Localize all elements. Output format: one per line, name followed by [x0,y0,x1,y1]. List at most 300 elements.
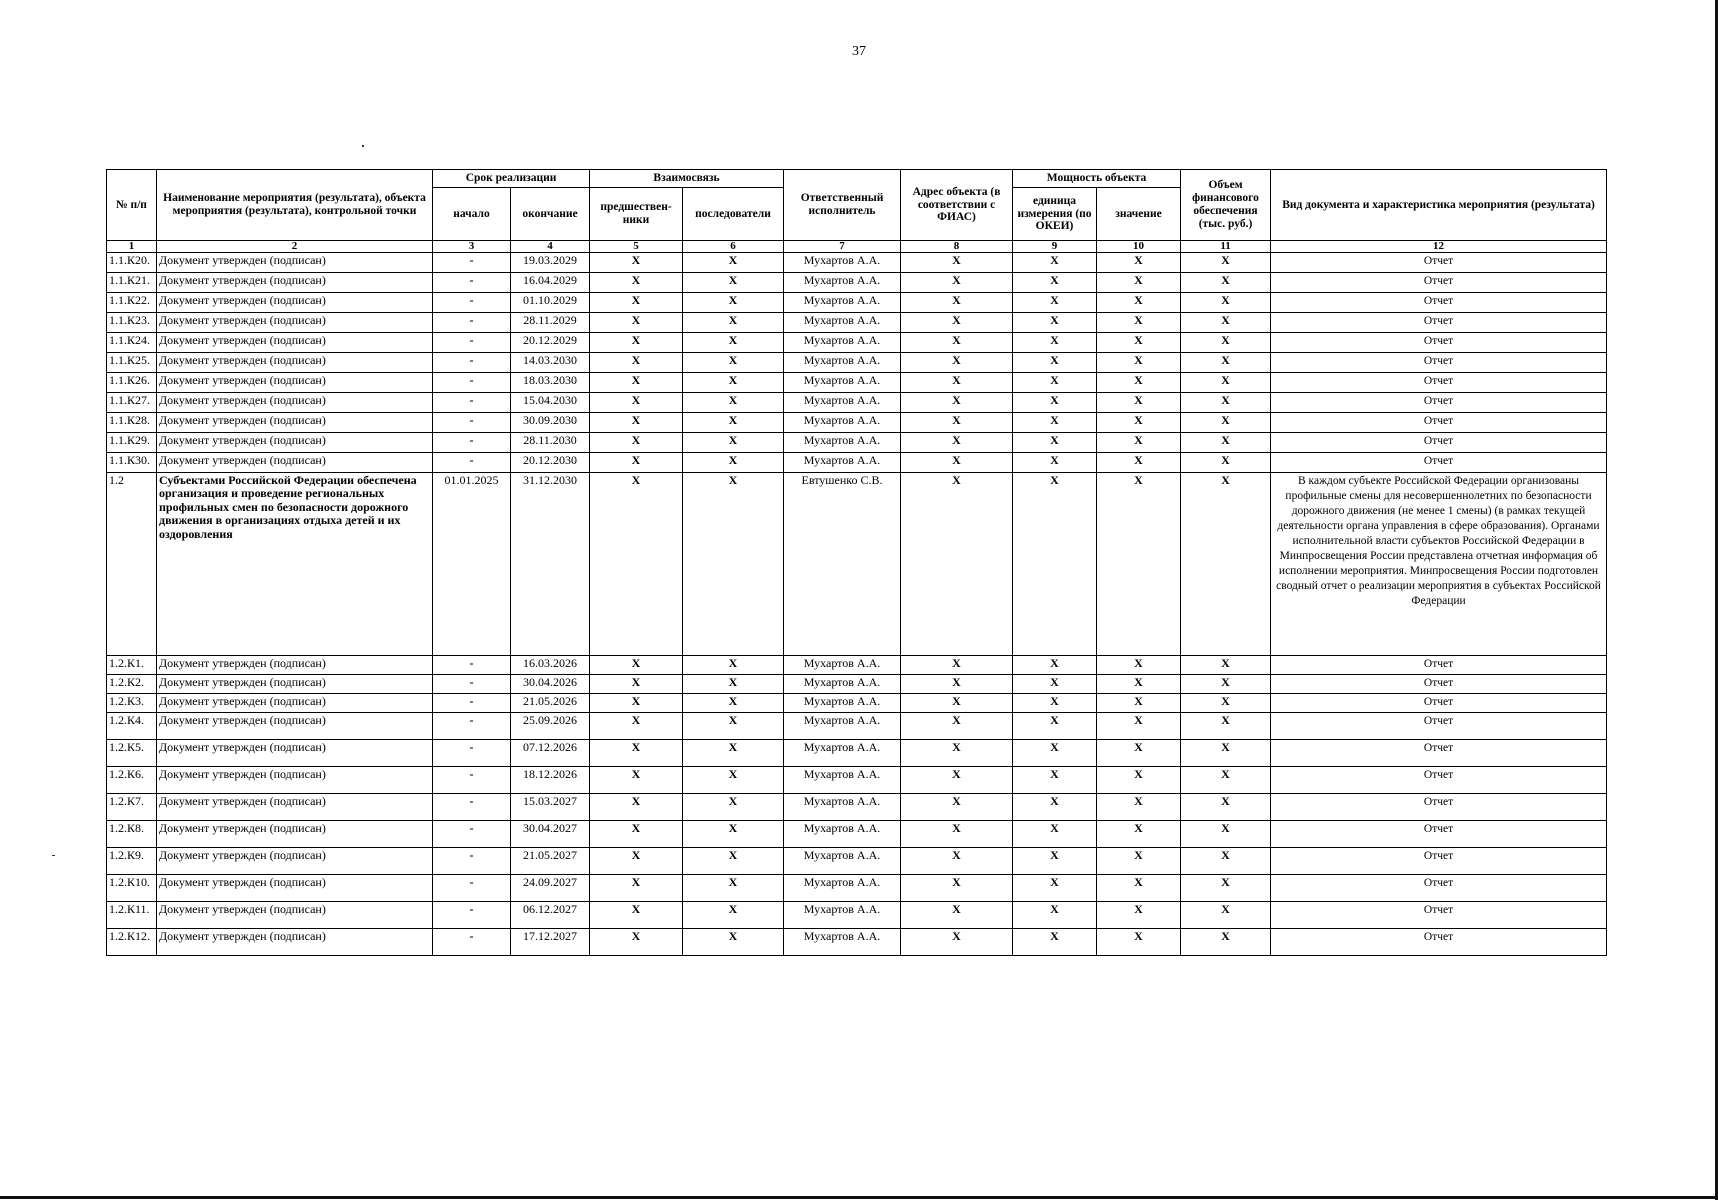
row-executor: Мухартов А.А. [784,433,901,453]
row-address: X [901,929,1013,956]
table-row [107,675,1607,694]
row-executor: Мухартов А.А. [784,713,901,740]
table-row [107,821,1607,848]
row-predecessors: X [590,902,683,929]
row-start: 01.01.2025 [433,473,511,656]
row-number: 1.2 [107,473,157,656]
row-number: 1.2.К9. [107,848,157,875]
row-doc: Отчет [1271,293,1607,313]
row-doc: Отчет [1271,453,1607,473]
row-successors: X [683,656,784,675]
row-name: Документ утвержден (подписан) [157,393,433,413]
row-number: 1.1.К21. [107,273,157,293]
row-number: 1.2.К5. [107,740,157,767]
row-number: 1.1.К29. [107,433,157,453]
row-successors: X [683,794,784,821]
row-executor: Мухартов А.А. [784,273,901,293]
row-value: X [1097,413,1181,433]
row-end: 20.12.2029 [511,333,590,353]
row-number: 1.2.К1. [107,656,157,675]
row-predecessors: X [590,353,683,373]
row-predecessors: X [590,767,683,794]
row-name: Документ утвержден (подписан) [157,373,433,393]
row-number: 1.2.К8. [107,821,157,848]
row-name: Документ утвержден (подписан) [157,433,433,453]
table-row [107,794,1607,821]
row-address: X [901,675,1013,694]
row-funding: X [1181,694,1271,713]
row-end: 07.12.2026 [511,740,590,767]
row-unit: X [1013,821,1097,848]
table-row [107,694,1607,713]
row-unit: X [1013,253,1097,273]
row-number: 1.1.К25. [107,353,157,373]
row-successors: X [683,929,784,956]
row-name: Документ утвержден (подписан) [157,713,433,740]
row-doc: Отчет [1271,929,1607,956]
row-address: X [901,875,1013,902]
scan-speck [362,145,364,147]
row-end: 18.12.2026 [511,767,590,794]
row-start: - [433,794,511,821]
row-start: - [433,902,511,929]
row-end: 15.03.2027 [511,794,590,821]
row-unit: X [1013,293,1097,313]
row-end: 19.03.2029 [511,253,590,273]
row-funding: X [1181,293,1271,313]
row-address: X [901,473,1013,656]
row-value: X [1097,929,1181,956]
row-start: - [433,740,511,767]
column-number-row [107,241,1607,253]
row-name: Документ утвержден (подписан) [157,848,433,875]
row-start: - [433,333,511,353]
row-predecessors: X [590,713,683,740]
header-executor: Ответственный исполнитель [784,170,901,241]
row-doc: Отчет [1271,373,1607,393]
row-number: 1.2.К7. [107,794,157,821]
row-successors: X [683,433,784,453]
table-row [107,433,1607,453]
row-value: X [1097,333,1181,353]
row-funding: X [1181,713,1271,740]
row-number: 1.1.К24. [107,333,157,353]
row-doc: Отчет [1271,313,1607,333]
row-start: - [433,413,511,433]
row-doc: Отчет [1271,253,1607,273]
row-unit: X [1013,902,1097,929]
row-executor: Мухартов А.А. [784,675,901,694]
row-value: X [1097,902,1181,929]
row-successors: X [683,333,784,353]
row-funding: X [1181,794,1271,821]
row-name: Субъектами Российской Федерации обеспечена организация и проведение региональных профильных смен по безопасности дорожного движения в организациях отдыха детей и их оздоровления [157,473,433,656]
row-doc: Отчет [1271,393,1607,413]
row-end: 20.12.2030 [511,453,590,473]
table-row [107,767,1607,794]
row-start: - [433,929,511,956]
column-number: 4 [511,241,590,253]
row-end: 18.03.2030 [511,373,590,393]
row-end: 24.09.2027 [511,875,590,902]
row-doc: Отчет [1271,902,1607,929]
row-number: 1.1.К30. [107,453,157,473]
row-unit: X [1013,740,1097,767]
row-name: Документ утвержден (подписан) [157,293,433,313]
row-funding: X [1181,373,1271,393]
row-funding: X [1181,353,1271,373]
row-name: Документ утвержден (подписан) [157,675,433,694]
row-address: X [901,694,1013,713]
row-successors: X [683,875,784,902]
row-funding: X [1181,413,1271,433]
row-end: 14.03.2030 [511,353,590,373]
row-name: Документ утвержден (подписан) [157,794,433,821]
row-funding: X [1181,821,1271,848]
row-name: Документ утвержден (подписан) [157,656,433,675]
row-successors: X [683,273,784,293]
row-number: 1.1.К28. [107,413,157,433]
header-value: значение [1097,188,1181,241]
row-predecessors: X [590,694,683,713]
row-successors: X [683,767,784,794]
column-number: 12 [1271,241,1607,253]
row-end: 30.09.2030 [511,413,590,433]
row-funding: X [1181,767,1271,794]
row-unit: X [1013,453,1097,473]
header-start: начало [433,188,511,241]
row-predecessors: X [590,675,683,694]
header-address: Адрес объекта (в соответствии с ФИАС) [901,170,1013,241]
row-successors: X [683,740,784,767]
row-number: 1.1.К27. [107,393,157,413]
row-name: Документ утвержден (подписан) [157,694,433,713]
row-start: - [433,353,511,373]
row-predecessors: X [590,313,683,333]
row-successors: X [683,675,784,694]
row-end: 16.03.2026 [511,656,590,675]
row-start: - [433,656,511,675]
header-funding: Объем финансового обеспечения (тыс. руб.) [1181,170,1271,241]
column-number: 1 [107,241,157,253]
row-number: 1.2.К3. [107,694,157,713]
row-value: X [1097,453,1181,473]
row-funding: X [1181,875,1271,902]
row-name: Документ утвержден (подписан) [157,740,433,767]
row-predecessors: X [590,293,683,313]
row-predecessors: X [590,333,683,353]
row-funding: X [1181,675,1271,694]
row-predecessors: X [590,373,683,393]
row-successors: X [683,373,784,393]
row-end: 25.09.2026 [511,713,590,740]
row-doc: Отчет [1271,273,1607,293]
header-predecessors: предшествен-ники [590,188,683,241]
row-doc: Отчет [1271,713,1607,740]
row-value: X [1097,821,1181,848]
row-predecessors: X [590,433,683,453]
row-unit: X [1013,413,1097,433]
scan-speck [52,855,55,856]
row-end: 16.04.2029 [511,273,590,293]
row-end: 31.12.2030 [511,473,590,656]
row-name: Документ утвержден (подписан) [157,821,433,848]
column-number: 9 [1013,241,1097,253]
row-name: Документ утвержден (подписан) [157,929,433,956]
row-value: X [1097,393,1181,413]
row-address: X [901,767,1013,794]
row-successors: X [683,902,784,929]
row-doc: Отчет [1271,333,1607,353]
row-start: - [433,675,511,694]
row-predecessors: X [590,740,683,767]
row-number: 1.2.К6. [107,767,157,794]
table-row [107,333,1607,353]
row-executor: Мухартов А.А. [784,929,901,956]
row-start: - [433,253,511,273]
column-number: 6 [683,241,784,253]
row-funding: X [1181,433,1271,453]
row-successors: X [683,713,784,740]
row-name: Документ утвержден (подписан) [157,453,433,473]
row-predecessors: X [590,821,683,848]
row-predecessors: X [590,875,683,902]
row-executor: Мухартов А.А. [784,333,901,353]
table-row [107,656,1607,675]
row-number: 1.2.К4. [107,713,157,740]
row-end: 17.12.2027 [511,929,590,956]
header-name: Наименование мероприятия (результата), объекта мероприятия (результата), контрольной точки [157,170,433,241]
row-name: Документ утвержден (подписан) [157,253,433,273]
row-address: X [901,740,1013,767]
row-value: X [1097,740,1181,767]
row-number: 1.1.К22. [107,293,157,313]
row-start: - [433,313,511,333]
row-funding: X [1181,848,1271,875]
column-number: 2 [157,241,433,253]
header-successors: последователи [683,188,784,241]
table-row [107,929,1607,956]
row-unit: X [1013,433,1097,453]
row-unit: X [1013,333,1097,353]
row-unit: X [1013,675,1097,694]
row-name: Документ утвержден (подписан) [157,413,433,433]
row-successors: X [683,293,784,313]
scan-edge-bottom [0,1196,1718,1199]
row-executor: Мухартов А.А. [784,848,901,875]
column-number: 11 [1181,241,1271,253]
row-address: X [901,433,1013,453]
row-address: X [901,656,1013,675]
row-start: - [433,273,511,293]
row-successors: X [683,353,784,373]
row-end: 30.04.2027 [511,821,590,848]
row-doc: В каждом субъекте Российской Федерации организованы профильные смены для несовершеннолетних по безопасности дорожного движения (не менее 1 смены) (в рамках текущей деятельности органа управления в сфере образования). Органами исполнительной власти субъектов Российской Федерации в Минпросвещения России представлена отчетная информация об исполнении мероприятия. Минпросвещения России подготовлен сводный отчет о реализации мероприятия в субъектах Российской Федерации [1271,473,1607,656]
table-row [107,413,1607,433]
row-name: Документ утвержден (подписан) [157,313,433,333]
table-row [107,353,1607,373]
row-number: 1.2.К11. [107,902,157,929]
row-value: X [1097,433,1181,453]
table-row [107,373,1607,393]
row-funding: X [1181,313,1271,333]
row-address: X [901,273,1013,293]
row-unit: X [1013,794,1097,821]
row-value: X [1097,313,1181,333]
row-funding: X [1181,929,1271,956]
row-predecessors: X [590,393,683,413]
row-predecessors: X [590,794,683,821]
row-value: X [1097,473,1181,656]
row-name: Документ утвержден (подписан) [157,767,433,794]
row-address: X [901,313,1013,333]
table-row [107,740,1607,767]
row-value: X [1097,253,1181,273]
row-number: 1.2.К12. [107,929,157,956]
row-end: 21.05.2027 [511,848,590,875]
table-row [107,453,1607,473]
row-number: 1.2.К10. [107,875,157,902]
row-funding: X [1181,453,1271,473]
row-name: Документ утвержден (подписан) [157,902,433,929]
row-start: - [433,453,511,473]
row-successors: X [683,253,784,273]
row-value: X [1097,373,1181,393]
header-unit: единица измерения (по ОКЕИ) [1013,188,1097,241]
header-link-group: Взаимосвязь [590,170,784,188]
row-executor: Мухартов А.А. [784,902,901,929]
row-value: X [1097,848,1181,875]
row-successors: X [683,453,784,473]
row-start: - [433,713,511,740]
row-successors: X [683,413,784,433]
page-number: 37 [852,44,866,59]
row-address: X [901,333,1013,353]
row-funding: X [1181,333,1271,353]
row-address: X [901,413,1013,433]
row-funding: X [1181,740,1271,767]
row-doc: Отчет [1271,848,1607,875]
row-successors: X [683,694,784,713]
row-funding: X [1181,656,1271,675]
row-address: X [901,794,1013,821]
row-value: X [1097,875,1181,902]
row-funding: X [1181,393,1271,413]
row-value: X [1097,273,1181,293]
row-unit: X [1013,273,1097,293]
row-address: X [901,902,1013,929]
row-start: - [433,393,511,413]
row-executor: Мухартов А.А. [784,353,901,373]
row-unit: X [1013,848,1097,875]
row-executor: Евтушенко С.В. [784,473,901,656]
row-end: 30.04.2026 [511,675,590,694]
header-doc: Вид документа и характеристика мероприятия (результата) [1271,170,1607,241]
row-doc: Отчет [1271,675,1607,694]
table-body [107,253,1607,956]
row-successors: X [683,848,784,875]
row-unit: X [1013,473,1097,656]
row-funding: X [1181,473,1271,656]
row-doc: Отчет [1271,353,1607,373]
row-name: Документ утвержден (подписан) [157,875,433,902]
row-predecessors: X [590,656,683,675]
row-address: X [901,353,1013,373]
row-successors: X [683,393,784,413]
table-row [107,713,1607,740]
row-value: X [1097,656,1181,675]
row-executor: Мухартов А.А. [784,373,901,393]
header-term-group: Срок реализации [433,170,590,188]
row-address: X [901,821,1013,848]
table-row [107,875,1607,902]
row-predecessors: X [590,273,683,293]
row-end: 15.04.2030 [511,393,590,413]
row-value: X [1097,713,1181,740]
row-unit: X [1013,875,1097,902]
row-executor: Мухартов А.А. [784,794,901,821]
table-row [107,393,1607,413]
row-end: 28.11.2030 [511,433,590,453]
row-value: X [1097,675,1181,694]
row-unit: X [1013,713,1097,740]
row-value: X [1097,767,1181,794]
row-executor: Мухартов А.А. [784,767,901,794]
column-number: 5 [590,241,683,253]
row-end: 01.10.2029 [511,293,590,313]
row-name: Документ утвержден (подписан) [157,273,433,293]
header-capacity-group: Мощность объекта [1013,170,1181,188]
row-executor: Мухартов А.А. [784,293,901,313]
row-unit: X [1013,393,1097,413]
row-doc: Отчет [1271,794,1607,821]
row-executor: Мухартов А.А. [784,821,901,848]
row-address: X [901,293,1013,313]
table-row [107,902,1607,929]
row-doc: Отчет [1271,740,1607,767]
row-start: - [433,875,511,902]
row-value: X [1097,353,1181,373]
row-start: - [433,821,511,848]
row-executor: Мухартов А.А. [784,253,901,273]
row-doc: Отчет [1271,821,1607,848]
row-address: X [901,393,1013,413]
row-start: - [433,767,511,794]
row-executor: Мухартов А.А. [784,875,901,902]
row-unit: X [1013,694,1097,713]
row-start: - [433,694,511,713]
row-doc: Отчет [1271,875,1607,902]
row-start: - [433,433,511,453]
row-address: X [901,253,1013,273]
table-row [107,293,1607,313]
row-doc: Отчет [1271,413,1607,433]
row-address: X [901,373,1013,393]
table-row [107,273,1607,293]
row-address: X [901,453,1013,473]
row-end: 21.05.2026 [511,694,590,713]
schedule-table [106,169,1607,956]
row-value: X [1097,293,1181,313]
row-address: X [901,848,1013,875]
row-value: X [1097,694,1181,713]
row-predecessors: X [590,413,683,433]
row-successors: X [683,313,784,333]
row-number: 1.1.К26. [107,373,157,393]
row-predecessors: X [590,848,683,875]
row-executor: Мухартов А.А. [784,453,901,473]
row-end: 06.12.2027 [511,902,590,929]
